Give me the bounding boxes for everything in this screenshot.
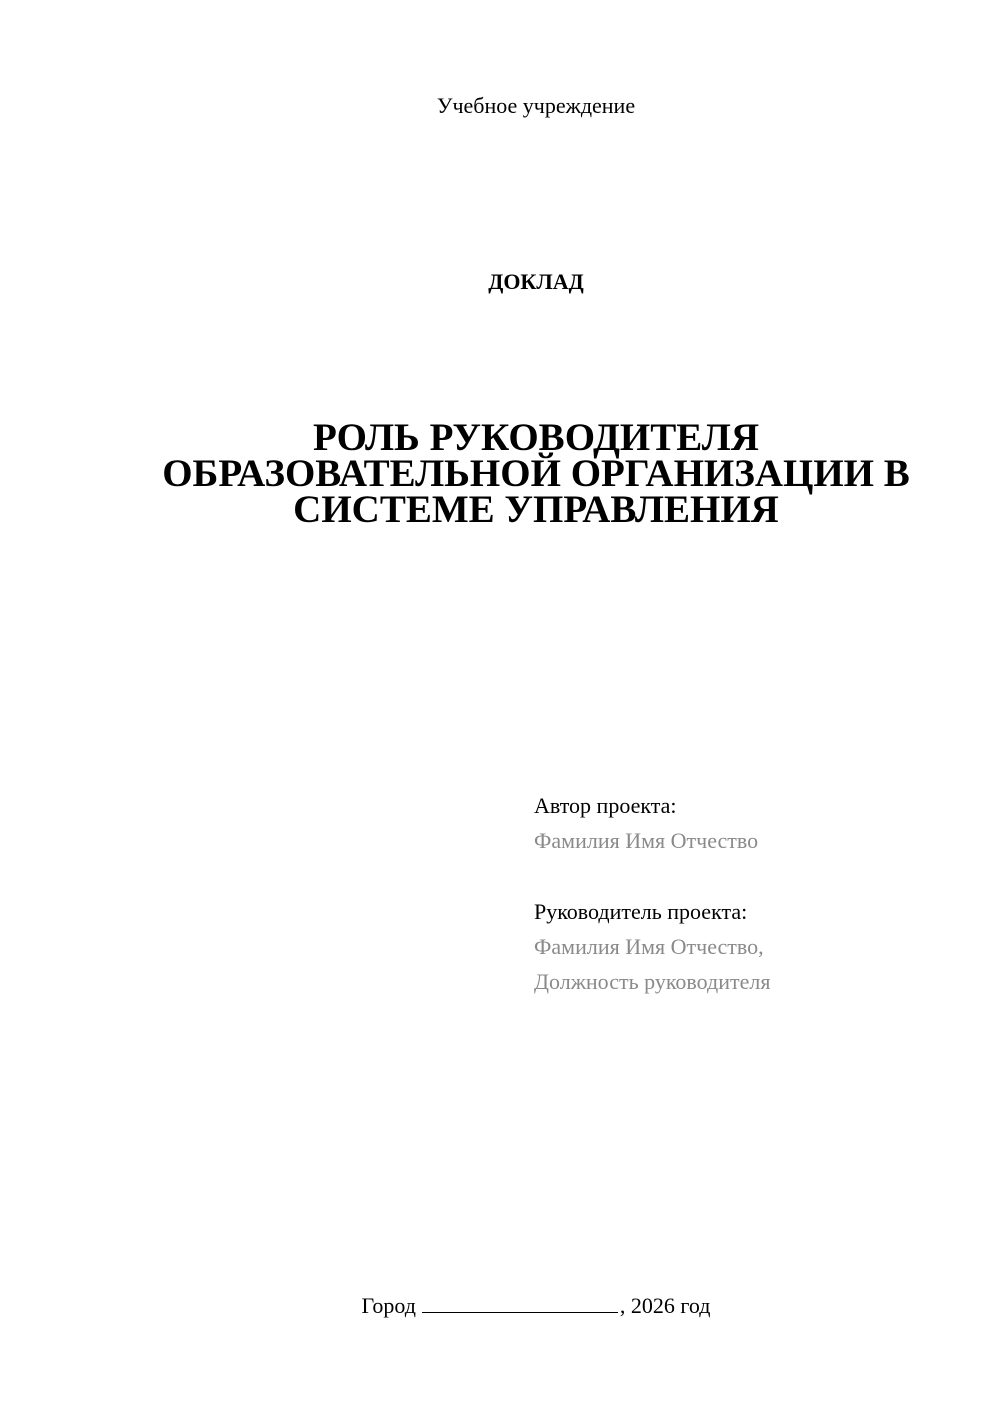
title-line-1: РОЛЬ РУКОВОДИТЕЛЯ (312, 416, 759, 459)
authors-block (534, 788, 974, 999)
document-title (140, 416, 932, 531)
title-line-2: ОБРАЗОВАТЕЛЬНОЙ ОРГАНИЗАЦИИ В (162, 452, 910, 495)
supervisor-position: Должность руководителя (534, 969, 771, 994)
supervisor-name: Фамилия Имя Отчество, (534, 934, 764, 959)
year-text: , 2026 год (619, 1293, 711, 1318)
author-label: Автор проекта: (534, 793, 677, 818)
author-name: Фамилия Имя Отчество (534, 828, 759, 853)
supervisor-label: Руководитель проекта: (534, 899, 748, 924)
title-line-3: СИСТЕМЕ УПРАВЛЕНИЯ (293, 488, 779, 531)
institution-name: Учебное учреждение (436, 93, 636, 118)
city-blank-line (422, 1290, 618, 1313)
city-label: Город (361, 1293, 416, 1318)
spacer (534, 858, 974, 894)
document-type: ДОКЛАД (488, 269, 584, 294)
footer-city-year (0, 1290, 1000, 1321)
